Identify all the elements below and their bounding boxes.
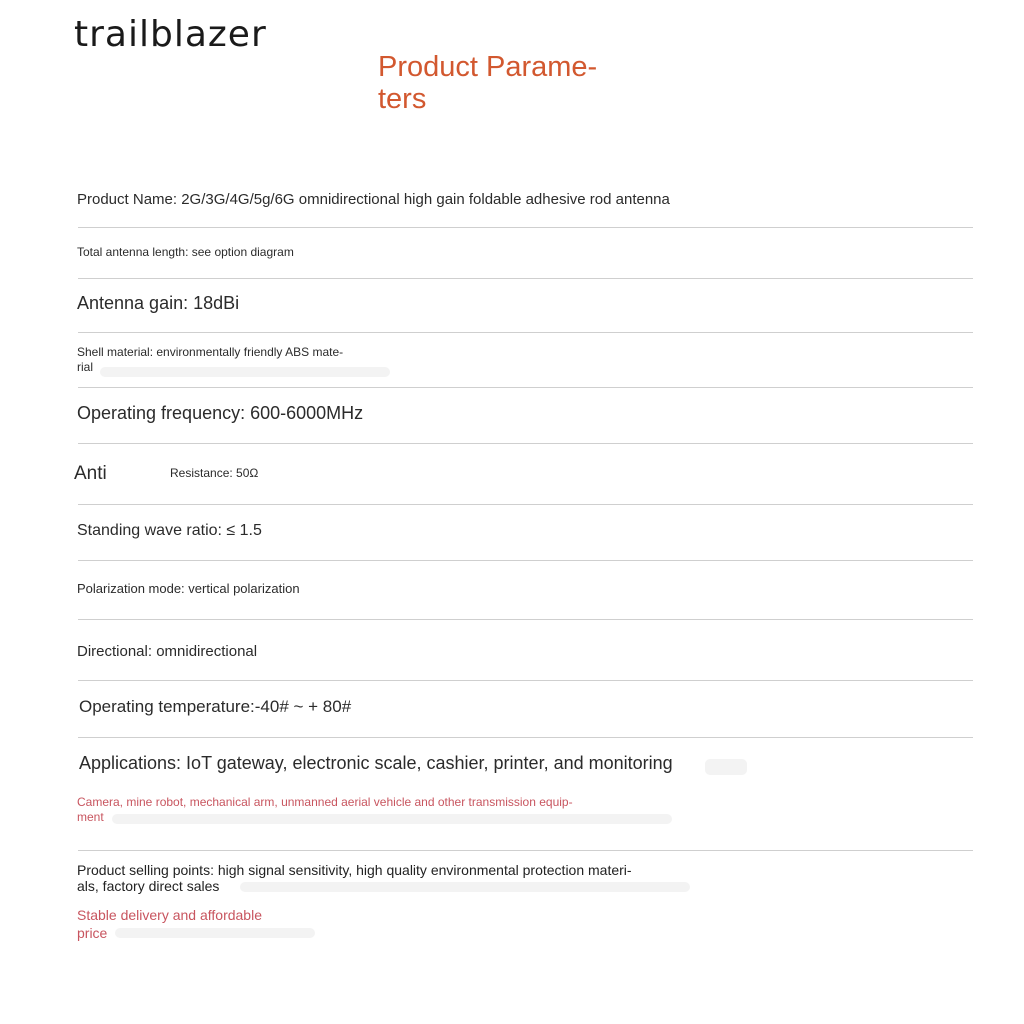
param-shell-material-line-2: rial (77, 360, 94, 374)
param-resistance: Resistance: 50Ω (170, 466, 259, 480)
divider (78, 619, 973, 620)
smudge-mark (100, 367, 390, 377)
smudge-mark (705, 759, 747, 775)
param-delivery-note-line-2: price (77, 925, 108, 941)
param-product-name: Product Name: 2G/3G/4G/5g/6G omnidirectional high gain foldable adhesive rod antenna (77, 191, 670, 208)
divider (78, 227, 973, 228)
divider (78, 387, 973, 388)
param-polarization-mode: Polarization mode: vertical polarization (77, 581, 300, 596)
divider (78, 737, 973, 738)
smudge-mark (240, 882, 690, 892)
divider (78, 443, 973, 444)
param-applications: Applications: IoT gateway, electronic scale, cashier, printer, and monitoring (79, 753, 673, 773)
divider (78, 278, 973, 279)
brand-logo-text: trailblazer (74, 14, 267, 55)
divider (78, 332, 973, 333)
smudge-mark (112, 814, 672, 824)
param-anti-label: Anti (74, 463, 107, 484)
param-selling-points-line-1: Product selling points: high signal sensitivity, high quality environmental protection materi- (77, 862, 632, 878)
param-applications-extra-line-2: ment (77, 810, 104, 824)
param-antenna-length: Total antenna length: see option diagram (77, 245, 294, 259)
smudge-mark (115, 928, 315, 938)
page-title-line-2: ters (378, 83, 427, 115)
divider (78, 850, 973, 851)
page-title-line-1: Product Parame- (378, 51, 598, 83)
param-selling-points-line-2: als, factory direct sales (77, 878, 220, 894)
param-standing-wave-ratio: Standing wave ratio: ≤ 1.5 (77, 522, 262, 539)
param-applications-extra-line-1: Camera, mine robot, mechanical arm, unmanned aerial vehicle and other transmission equip- (77, 795, 573, 809)
divider (78, 680, 973, 681)
param-directional: Directional: omnidirectional (77, 643, 258, 660)
param-antenna-gain: Antenna gain: 18dBi (77, 293, 240, 313)
param-shell-material-line-1: Shell material: environmentally friendly ABS mate- (77, 345, 344, 359)
divider (78, 504, 973, 505)
param-delivery-note-line-1: Stable delivery and affordable (77, 907, 262, 923)
param-operating-frequency: Operating frequency: 600-6000MHz (77, 403, 364, 423)
page-title (378, 51, 638, 115)
divider (78, 560, 973, 561)
param-operating-temperature: Operating temperature:-40# ~ + 80# (79, 697, 352, 716)
